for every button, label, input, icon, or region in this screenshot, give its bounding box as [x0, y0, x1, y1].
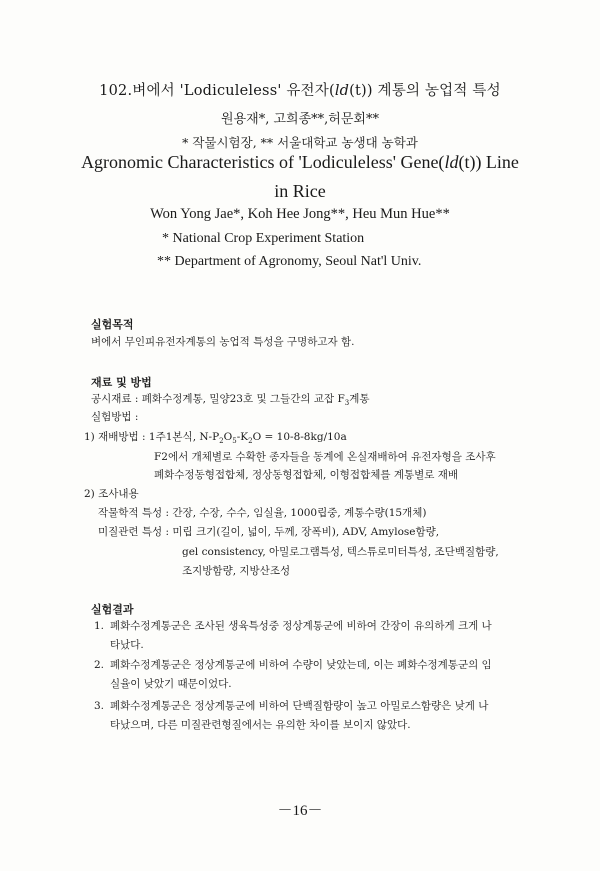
result-1-number: 1. — [94, 620, 105, 632]
result-3-line1: 폐화수정계통군은 정상계통군에 비하여 단백질함량이 높고 아밀로스함량은 낮게 나 — [110, 700, 489, 712]
title-english: Agronomic Characteristics of 'Lodiculeless' Gene(ld(t)) Line — [81, 152, 519, 172]
result-2-line2: 실율이 낮았기 때문이었다. — [110, 678, 232, 690]
affiliation-english-1: * National Crop Experiment Station — [162, 231, 365, 246]
methods-item2-line3: gel consistency, 아밀로그램특성, 텍스튜로미터특성, 조단백질함량, — [182, 546, 499, 558]
title-korean: 102.벼에서 'Lodiculeless' 유전자(ld(t)) 계통의 농업적 특성 — [99, 83, 501, 99]
results-heading: 실험결과 — [91, 603, 134, 616]
result-1-line2: 타났다. — [110, 639, 144, 651]
methods-item2-line1: 작물학적 특성 : 간장, 수장, 수수, 임실율, 1000립중, 계통수량(15개체) — [98, 507, 427, 519]
objective-text: 벼에서 무인피유전자계통의 농업적 특성을 구명하고자 함. — [91, 336, 355, 348]
title-english-line2: in Rice — [274, 181, 326, 201]
result-3-number: 3. — [94, 700, 105, 712]
page-number: －16－ — [277, 803, 323, 819]
result-2-number: 2. — [94, 659, 105, 671]
objective-heading: 실험목적 — [91, 318, 134, 331]
result-1-line1: 폐화수정계통군은 조사된 생육특성중 정상계통군에 비하여 간장이 유의하게 크게 나 — [110, 620, 492, 632]
result-3-line2: 타났으며, 다른 미질관련형질에서는 유의한 차이를 보이지 않았다. — [110, 719, 411, 731]
affiliation-english-2: ** Department of Agronomy, Seoul Nat'l Univ. — [157, 254, 422, 269]
methods-item2-line2: 미질관련 특성 : 미립 크기(길이, 넓이, 두께, 장폭비), ADV, Amylose함량, — [98, 526, 440, 538]
methods-item2-line4: 조지방함량, 지방산조성 — [182, 565, 291, 577]
authors-korean: 원용재*, 고희종**,허문회** — [221, 112, 379, 127]
methods-item1: 1) 재배방법 : 1주1본식, $N-P_2O_5-K_2O = 10-8-8kg/10a$ — [84, 431, 347, 446]
authors-english: Won Yong Jae*, Koh Hee Jong**, Heu Mun Hue** — [150, 206, 450, 222]
methods-material: 공시재료 : 폐화수정계통, 밀양23호 및 그들간의 교잡 $F_3$계통 — [91, 393, 370, 408]
methods-method-label: 실험방법 : — [91, 411, 139, 423]
methods-item1-line2: F2에서 개체별로 수확한 종자들을 동계에 온실재배하여 유전자형을 조사후 — [154, 451, 496, 463]
methods-heading: 재료 및 방법 — [91, 376, 152, 389]
methods-item1-line3: 폐화수정동형접합체, 정상동형접합체, 이형접합체를 계통별로 재배 — [154, 469, 459, 481]
affiliation-korean: * 작물시험장, ** 서울대학교 농생대 농학과 — [182, 135, 418, 150]
result-2-line1: 폐화수정계통군은 정상계통군에 비하여 수량이 낮았는데, 이는 폐화수정계통군의 임 — [110, 659, 492, 671]
methods-item2: 2) 조사내용 — [84, 488, 139, 500]
